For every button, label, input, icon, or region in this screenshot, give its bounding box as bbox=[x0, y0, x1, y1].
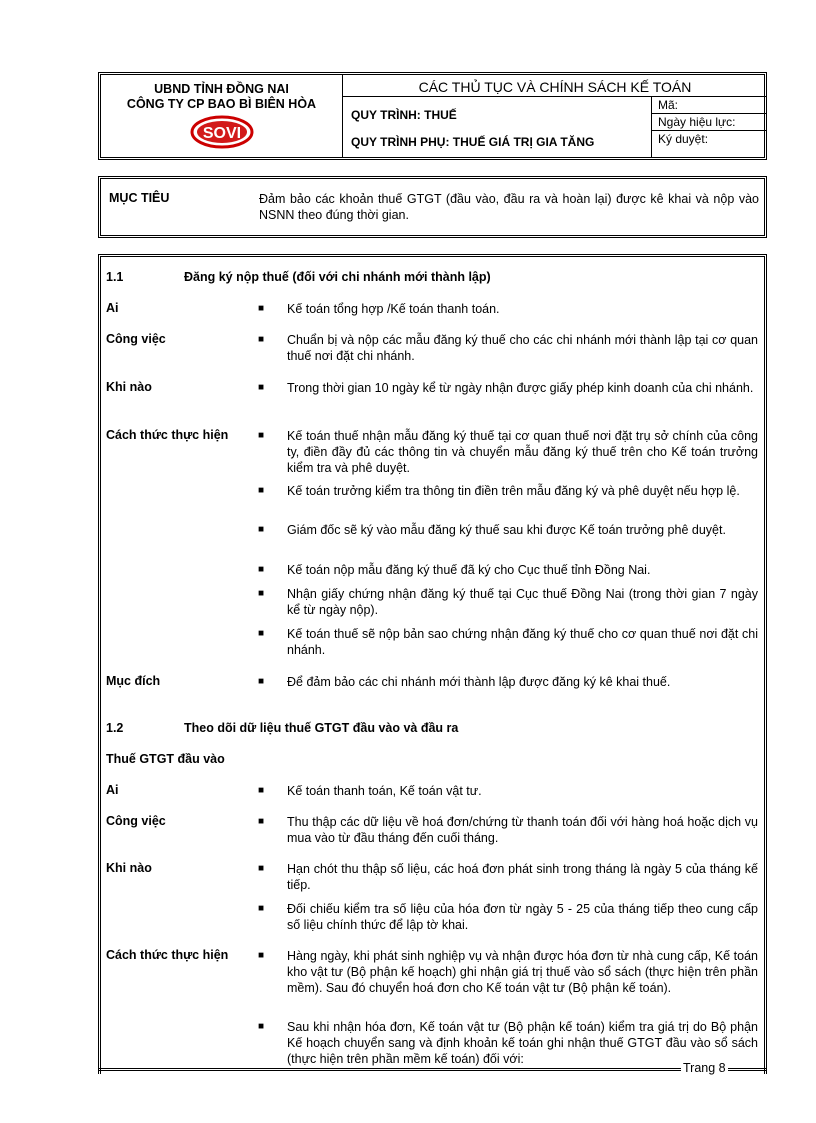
s1-purpose-item: ■ Để đảm bảo các chi nhánh mới thành lập được đăng ký kê khai thuế. bbox=[258, 675, 671, 689]
s1-how-item-3: ■ Giám đốc sẽ ký vào mẫu đăng ký thuế sau khi được Kế toán trưởng phê duyệt. bbox=[258, 523, 726, 537]
bottom-border bbox=[98, 1068, 767, 1071]
section-2-title: Theo dõi dữ liệu thuế GTGT đầu vào và đầu ra bbox=[184, 721, 459, 735]
s1-who-item: ■ Kế toán tổng hợp /Kế toán thanh toán. bbox=[258, 302, 500, 316]
approval-field: Ký duyệt: bbox=[658, 132, 709, 146]
process-label: QUY TRÌNH: THUẾ bbox=[351, 108, 457, 122]
effective-date-field: Ngày hiệu lực: bbox=[652, 114, 767, 131]
s1-task-label: Công việc bbox=[106, 332, 166, 346]
org-line-2: CÔNG TY CP BAO BÌ BIÊN HÒA bbox=[126, 97, 317, 111]
s1-when-item: ■ Trong thời gian 10 ngày kể từ ngày nhận được giấy phép kinh doanh của chi nhánh. bbox=[258, 381, 754, 395]
code-field: Mã: bbox=[652, 97, 767, 114]
meta-block bbox=[651, 97, 767, 157]
s2-how-label: Cách thức thực hiện bbox=[106, 948, 229, 962]
s1-when-label: Khi nào bbox=[106, 380, 152, 394]
org-line-1: UBND TỈNH ĐỒNG NAI bbox=[154, 82, 289, 96]
logo-text: SOVI bbox=[202, 125, 241, 142]
s1-how-item-5: ■ Nhận giấy chứng nhận đăng ký thuế tại Cục thuế Đồng Nai (trong thời gian 7 ngày kể từ ngày nộp). bbox=[258, 587, 758, 617]
s1-how-label: Cách thức thực hiện bbox=[106, 428, 229, 442]
s2-how-item-2: ■ Sau khi nhận hóa đơn, Kế toán vật tư (Bộ phận kế toán) kiểm tra giá trị do Bộ phận Kế hoạch chuyển sang và định khoản kế toán ghi nhận thuế GTGT đầu vào sổ sách (thực hiện trên phần mềm kế toán) đối với: bbox=[258, 1020, 758, 1066]
s1-task-item: ■ Chuẩn bị và nộp các mẫu đăng ký thuế cho các chi nhánh mới thành lập tại cơ quan thuế nơi đặt chi nhánh. bbox=[258, 333, 758, 363]
s2-how-item-1: ■ Hàng ngày, khi phát sinh nghiệp vụ và nhận được hóa đơn từ nhà cung cấp, Kế toán kho vật tư (Bộ phận kế hoạch) ghi nhận giá trị thuế vào sổ sách (thực hiện trên phần mềm). Sau đó chuyển hoá đơn cho Kế toán vật tư (Bộ phận kế toán). bbox=[258, 949, 758, 995]
s1-purpose-label: Mục đích bbox=[106, 674, 161, 688]
section-2-number: 1.2 bbox=[106, 721, 124, 735]
section-1-number: 1.1 bbox=[106, 270, 124, 284]
s2-who-item: ■ Kế toán thanh toán, Kế toán vật tư. bbox=[258, 784, 482, 798]
s1-how-item-2: ■ Kế toán trưởng kiểm tra thông tin điền trên mẫu đăng ký và phê duyệt nếu hợp lệ. bbox=[258, 484, 740, 498]
s2-when-item-1: ■ Hạn chót thu thập số liệu, các hoá đơn phát sinh trong tháng là ngày 5 của tháng kế tiếp. bbox=[258, 862, 758, 892]
objective-text: Đảm bảo các khoản thuế GTGT (đầu vào, đầu ra và hoàn lại) được kê khai và nộp vào NSNN theo đúng thời gian. bbox=[259, 192, 759, 222]
sovi-logo bbox=[190, 115, 254, 152]
section-1-title: Đăng ký nộp thuế (đối với chi nhánh mới thành lập) bbox=[184, 270, 491, 284]
company-block bbox=[101, 75, 343, 157]
document-header bbox=[98, 72, 767, 160]
subprocess-label: QUY TRÌNH PHỤ: THUẾ GIÁ TRỊ GIA TĂNG bbox=[351, 135, 595, 149]
objective-box bbox=[98, 176, 767, 238]
s1-who-label: Ai bbox=[106, 301, 119, 315]
s2-task-item: ■ Thu thập các dữ liệu về hoá đơn/chứng từ thanh toán đối với hàng hoá hoặc dịch vụ mua vào từ đầu tháng đến cuối tháng. bbox=[258, 815, 758, 845]
s2-when-item-2: ■ Đối chiếu kiểm tra số liệu của hóa đơn từ ngày 5 - 25 của tháng tiếp theo cung cấp số liệu chính thức để lập tờ khai. bbox=[258, 902, 758, 932]
s1-how-item-6: ■ Kế toán thuế sẽ nộp bản sao chứng nhận đăng ký thuế cho cơ quan thuế nơi đặt chi nhánh. bbox=[258, 627, 758, 657]
s2-who-label: Ai bbox=[106, 783, 119, 797]
s2-subtitle: Thuế GTGT đầu vào bbox=[106, 752, 225, 766]
document-title: CÁC THỦ TỤC VÀ CHÍNH SÁCH KẾ TOÁN bbox=[343, 75, 767, 97]
page-number: Trang 8 bbox=[683, 1061, 726, 1075]
s2-task-label: Công việc bbox=[106, 814, 166, 828]
s1-how-item-4: ■ Kế toán nộp mẫu đăng ký thuế đã ký cho Cục thuế tỉnh Đồng Nai. bbox=[258, 563, 651, 577]
s2-when-label: Khi nào bbox=[106, 861, 152, 875]
s1-how-item-1: ■ Kế toán thuế nhận mẫu đăng ký thuế tại cơ quan thuế nơi đặt trụ sở chính của công ty, điền đầy đủ các thông tin và chuyển mẫu đăng ký thuế trên cho Kế toán trưởng kiểm tra và phê duyệt. bbox=[258, 429, 758, 475]
objective-label: MỤC TIÊU bbox=[109, 191, 170, 205]
